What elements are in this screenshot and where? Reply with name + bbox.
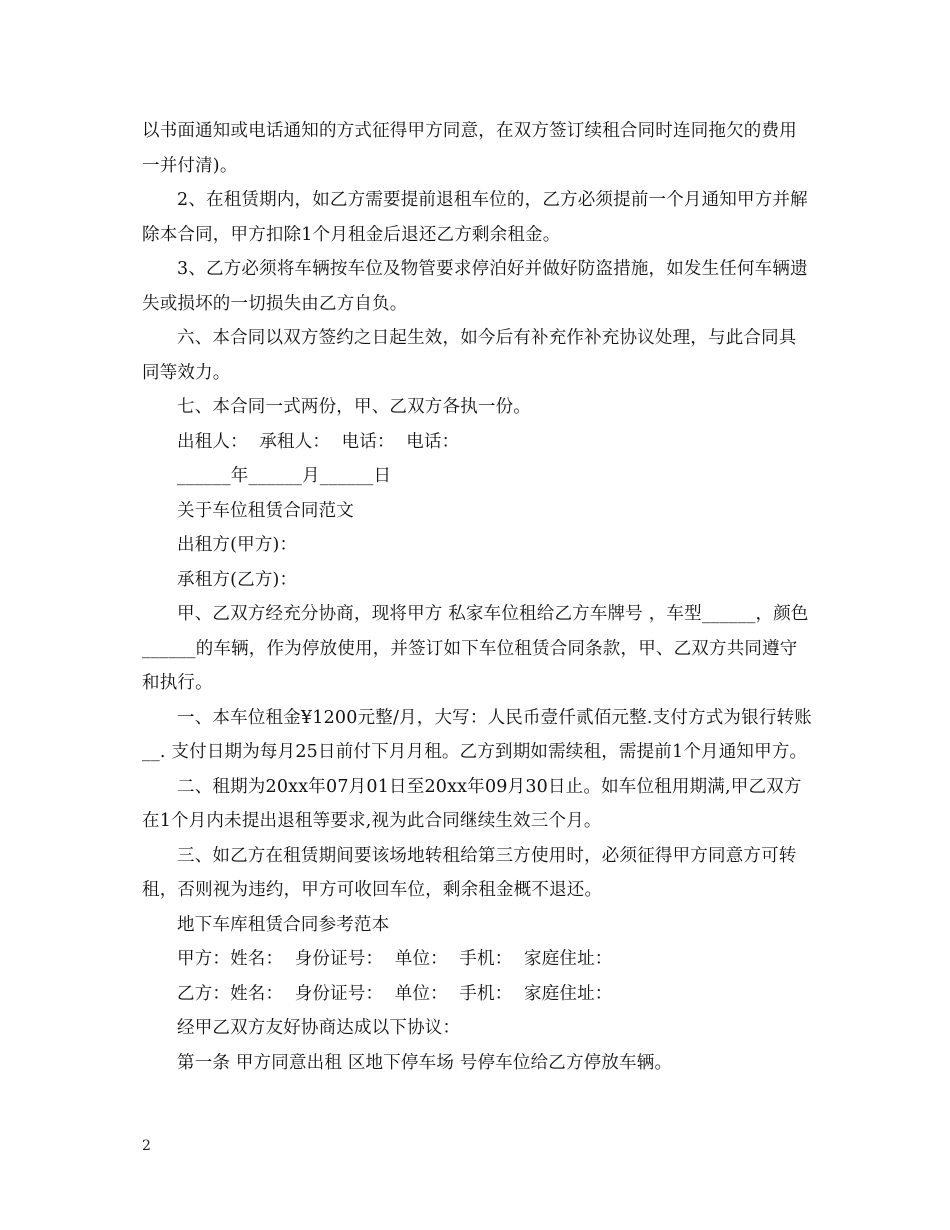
date-line: ______年______月______日 [177,466,392,486]
paragraph-19: 第一条 甲方同意出租 区地下停车场 号停车位给乙方停放车辆。 [177,1052,673,1073]
document-body [142,114,814,1080]
paragraph-12: 一、本车位租金¥1200元整/月，大写：人民币壹仟贰佰元整.支付方式为银行转账__. 支付日期为每月25日前付下月月租。乙方到期如需续租，需提前1个月通知甲方。 [142,707,812,762]
paragraph-13: 二、租期为20xx年07月01日至20xx年09月30日止。如车位租用期满,甲乙双方在1个月内未提出退租等要求,视为此合同继续生效三个月。 [142,776,802,831]
lessor-line: 出租方(甲方)： [177,535,298,555]
paragraph-5: 七、本合同一式两份，甲、乙双方各执一份。 [177,397,531,417]
party-a-line: 甲方：姓名： 身份证号： 单位： 手机： 家庭住址： [177,949,613,969]
page-number: 2 [142,1138,151,1154]
paragraph-11: 甲、乙双方经充分协商，现将甲方 私家车位租给乙方车牌号 ，车型______，颜色______的车辆，作为停放使用，并签订如下车位租赁合同条款，甲、乙双方共同遵守和执行。 [142,604,809,693]
lessee-line: 承租方(乙方)： [177,569,298,590]
paragraph-1: 以书面通知或电话通知的方式征得甲方同意，在双方签订续租合同时连同拖欠的费用一并付清)。 [142,121,797,176]
paragraph-2: 2、在租赁期内，如乙方需要提前退租车位的，乙方必须提前一个月通知甲方并解除本合同，甲方扣除1个月租金后退还乙方剩余租金。 [142,190,808,245]
paragraph-18: 经甲乙双方友好协商达成以下协议： [177,1018,461,1038]
party-b-line: 乙方：姓名： 身份证号： 单位： 手机： 家庭住址： [177,983,613,1004]
paragraph-3: 3、乙方必须将车辆按车位及物管要求停泊好并做好防盗措施，如发生任何车辆遗失或损坏的一切损失由乙方自负。 [142,259,808,314]
section-title-1: 关于车位租赁合同范文 [177,500,354,521]
paragraph-4: 六、本合同以双方签约之日起生效，如今后有补充作补充协议处理，与此合同具同等效力。 [142,328,797,383]
signature-line: 出租人： 承租人： 电话： 电话： [177,431,460,452]
section-title-2: 地下车库租赁合同参考范本 [177,914,390,935]
paragraph-14: 三、如乙方在租赁期间要该场地转租给第三方使用时，必须征得甲方同意方可转租，否则视为违约，甲方可收回车位，剩余租金概不退还。 [142,845,797,900]
